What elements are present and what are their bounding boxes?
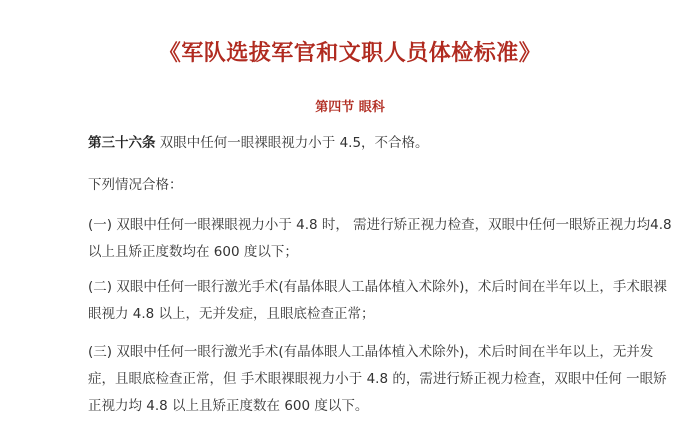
list-item: (三) 双眼中任何一眼行激光手术(有晶体眼人工晶体植入术除外)，术后时间在半年以上，无并发症，且眼底检查正常，但 手术眼裸眼视力小于 4.8 的，需进行矫正视力检查，双眼中任何 一眼矫正视力均 4.8 以上且矫正度数在 600 度以下。 [88,344,667,414]
intro-paragraph: 下列情况合格： [88,177,183,193]
article-label: 第三十六条 [88,135,156,151]
article-text: 双眼中任何一眼裸眼视力小于 4.5，不合格。 [155,135,429,151]
document-title: 《军队选拔军官和文职人员体检标准》 [158,41,542,66]
list-item: (二) 双眼中任何一眼行激光手术(有晶体眼人工晶体植入术除外)，术后时间在半年以上，手术眼裸眼视力 4.8 以上，无并发症，且眼底检查正常； [88,279,667,322]
article-paragraph [88,130,648,157]
list-item: (一) 双眼中任何一眼裸眼视力小于 4.8 时， 需进行矫正视力检查，双眼中任何一眼矫正视力均4.8 以上且矫正度数均在 600 度以下； [88,217,672,260]
section-heading: 第四节 眼科 [315,100,385,115]
